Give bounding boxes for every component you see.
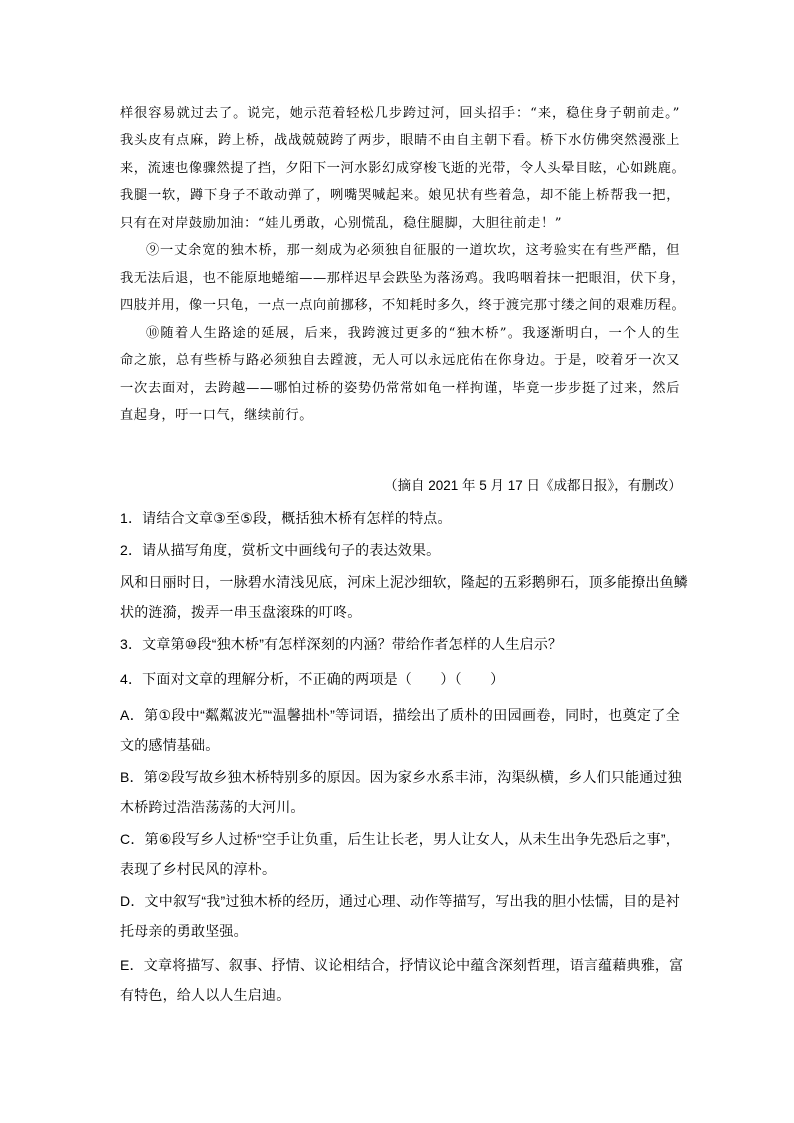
option-d-cont: 托母亲的勇敢坚强。 xyxy=(120,923,248,939)
question-1: 1．请结合文章③至⑤段，概括独木桥有怎样的特点。 xyxy=(120,510,452,526)
passage-line: 来，流速也像骤然提了挡，夕阳下一河水影幻成穿梭飞逝的光带，令人头晕目眩，心如跳鹿。 xyxy=(120,161,686,176)
option-d: D．文中叙写“我”过独木桥的经历，通过心理、动作等描写，写出我的胆小怯懦，目的是衬 xyxy=(120,893,680,909)
passage-line: 我无法后退，也不能原地蜷缩——那样迟早会跌坠为落汤鸡。我呜咽着抹一把眼泪，伏下身， xyxy=(120,271,686,286)
option-b-cont: 木桥跨过浩浩荡荡的大河川。 xyxy=(120,799,305,815)
passage-line: 我头皮有点麻，跨上桥，战战兢兢跨了两步，眼睛不由自主朝下看。桥下水仿佛突然漫涨上 xyxy=(120,133,680,148)
option-e-cont: 有特色，给人以人生启迪。 xyxy=(120,987,291,1003)
passage-line: 直起身，吁一口气，继续前行。 xyxy=(120,408,314,423)
option-e: E．文章将描写、叙事、抒情、议论相结合，抒情议论中蕴含深刻哲理，语言蕴藉典雅，富 xyxy=(120,957,684,973)
option-a-cont: 文的感情基础。 xyxy=(120,737,220,753)
passage-line: 四肢并用，像一只龟，一点一点向前挪移，不知耗时多久，终于渡完那寸缕之间的艰难历程。 xyxy=(120,298,686,313)
quoted-sentence-line: 状的涟漪，拨弄一串玉盘滚珠的叮咚。 xyxy=(120,604,362,620)
passage-line: 一次去面对，去跨越——哪怕过桥的姿势仍常常如龟一样拘谨，毕竟一步步挺了过来，然后 xyxy=(120,381,680,396)
quoted-sentence-line: 风和日丽时日，一脉碧水清浅见底，河床上泥沙细软，隆起的五彩鹅卵石，顶多能撩出鱼鳞 xyxy=(120,574,688,590)
question-3: 3．文章第⑩段“独木桥”有怎样深刻的内涵？带给作者怎样的人生启示？ xyxy=(120,636,563,652)
passage-line: 只有在对岸鼓励加油：“娃儿勇敢，心别慌乱，稳住腿脚，大胆往前走！” xyxy=(120,216,563,231)
passage-line: ⑩随着人生路途的延展，后来，我跨渡过更多的“独木桥”。我逐渐明白，一个人的生 xyxy=(146,326,680,341)
option-b: B．第②段写故乡独木桥特别多的原因。因为家乡水系丰沛，沟渠纵横，乡人们只能通过独 xyxy=(120,769,682,785)
option-a: A．第①段中“粼粼波光”“温馨拙朴”等词语，描绘出了质朴的田园画卷，同时，也奠定了全 xyxy=(120,707,680,723)
passage-line: 样很容易就过去了。说完，她示范着轻松几步跨过河，回头招手：“来，稳住身子朝前走。” xyxy=(120,106,680,121)
passage-line: ⑨一丈余宽的独木桥，那一刻成为必须独自征服的一道坎坎，这考验实在有些严酷，但 xyxy=(146,243,680,258)
question-2: 2．请从描写角度，赏析文中画线句子的表达效果。 xyxy=(120,542,441,558)
source-citation: （摘自 2021 年 5 月 17 日《成都日报》，有删改） xyxy=(384,478,682,493)
passage-line: 命之旅，总有些桥与路必须独自去蹚渡，无人可以永远庇佑在你身边。于是，咬着牙一次又 xyxy=(120,353,680,368)
question-4: 4．下面对文章的理解分析，不正确的两项是（ ）（ ） xyxy=(120,671,505,687)
option-c-cont: 表现了乡村民风的淳朴。 xyxy=(120,861,277,877)
option-c: C．第⑥段写乡人过桥“空手让负重，后生让长老，男人让女人，从未生出争先恐后之事”， xyxy=(120,831,680,847)
passage-line: 我腿一软，蹲下身子不敢动弹了，咧嘴哭喊起来。娘见状有些着急，却不能上桥帮我一把， xyxy=(120,188,680,203)
